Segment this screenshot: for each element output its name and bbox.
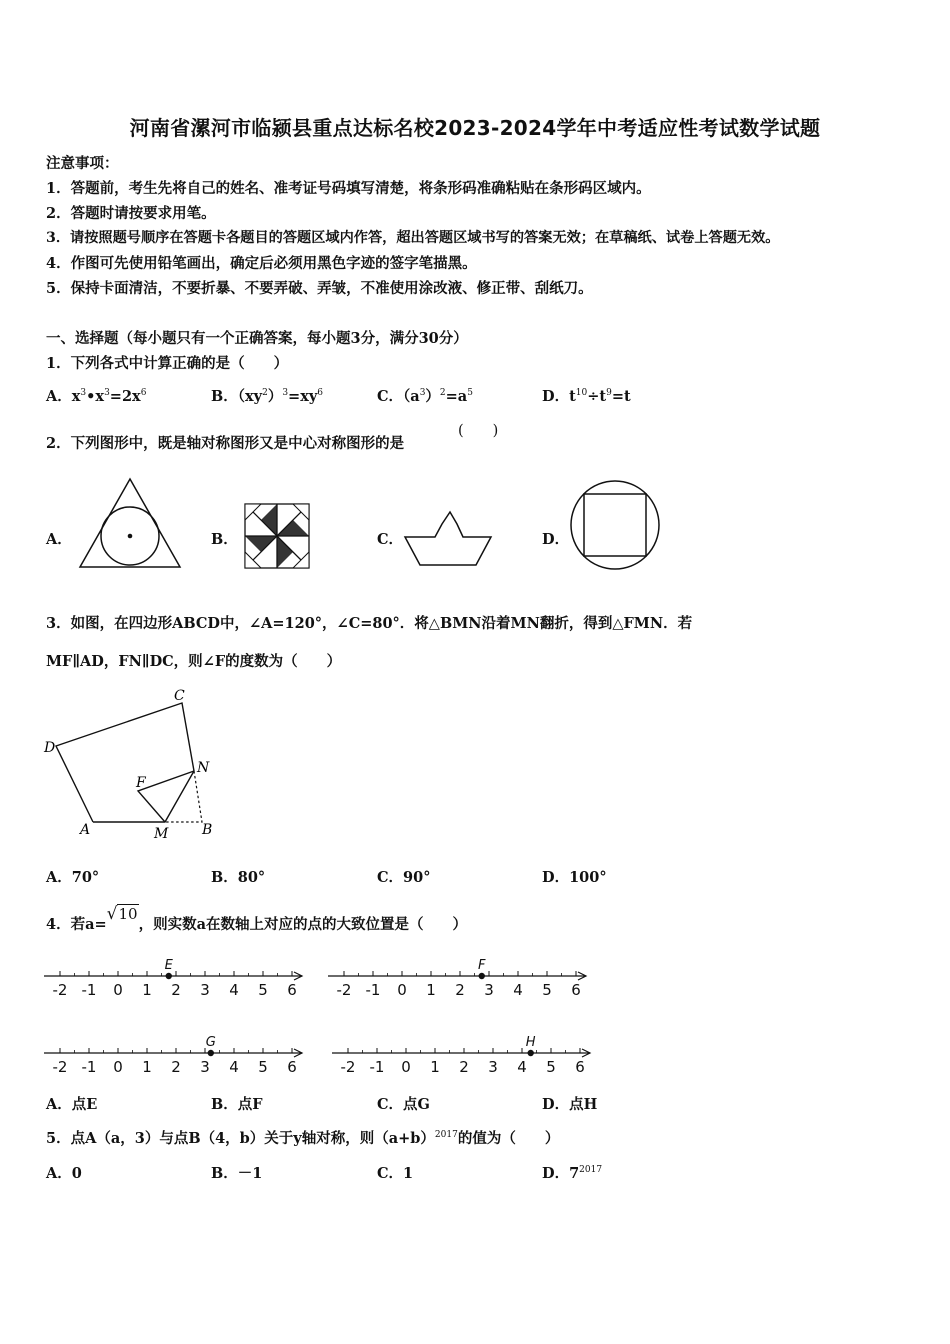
- point-marker: [208, 1050, 214, 1056]
- pinwheel-blade: [261, 504, 277, 536]
- notice-heading: 注意事项：: [46, 155, 119, 172]
- q5-option-d[interactable]: [542, 1162, 602, 1183]
- q1-a-mid: •x: [86, 388, 105, 405]
- q1-option-c[interactable]: [377, 385, 473, 406]
- q1-d-mid: ÷t: [587, 388, 607, 405]
- axis-tick-label: -2: [52, 981, 68, 999]
- number-line-f: [324, 956, 614, 1002]
- axis-tick-label: 5: [258, 1058, 268, 1076]
- q1-c-sup1: 3: [419, 388, 426, 398]
- point-marker: [528, 1050, 534, 1056]
- q4-option-c[interactable]: C．点G: [377, 1096, 430, 1113]
- q1-c-sup3: 5: [467, 388, 473, 398]
- q2-figure-d: [568, 478, 662, 572]
- point-label: F: [478, 958, 486, 973]
- point-label: E: [164, 958, 173, 973]
- q1-b-mid: ）: [267, 388, 283, 405]
- notice-item-3: 3．请按照题号顺序在答题卡各题目的答题区域内作答，超出答题区域书写的答案无效；在草稿纸、试卷上答题无效。: [46, 230, 780, 246]
- q1-b-sup2: 3: [282, 388, 289, 398]
- axis-tick-label: 1: [142, 981, 152, 999]
- axis-tick-label: 1: [142, 1058, 152, 1076]
- axis-tick-label: 2: [171, 1058, 181, 1076]
- point-label: H: [525, 1035, 536, 1050]
- q1-option-b[interactable]: [211, 385, 323, 406]
- q3-figure: [40, 684, 230, 844]
- q1-a-text: A．x: [46, 388, 81, 405]
- q2-option-a-label[interactable]: A．: [46, 531, 72, 548]
- q1-b-sup1: 2: [262, 388, 268, 398]
- number-line-e: [40, 956, 330, 1002]
- axis-tick-label: 0: [397, 981, 407, 999]
- notice-item-4: 4．作图可先使用铅笔画出，确定后必须用黑色字迹的签字笔描黑。: [46, 255, 477, 272]
- q2-figure-b: [240, 500, 314, 572]
- section-heading: 一、选择题（每小题只有一个正确答案，每小题3分，满分30分）: [46, 330, 468, 347]
- axis-tick-label: 2: [455, 981, 465, 999]
- axis-tick-label: 4: [229, 1058, 239, 1076]
- q2-option-b-label[interactable]: B．: [211, 531, 238, 548]
- axis-tick-label: 2: [459, 1058, 469, 1076]
- q5-option-b[interactable]: B．－1: [211, 1165, 263, 1182]
- q5-d-text: D．7: [542, 1165, 580, 1182]
- question-5-stem: [46, 1127, 559, 1148]
- axis-tick-label: -1: [81, 1058, 97, 1076]
- axis-tick-label: 0: [113, 1058, 123, 1076]
- question-3-stem-line2: MF∥AD，FN∥DC，则∠F的度数为（ ）: [46, 653, 342, 670]
- q5-option-a[interactable]: A．0: [46, 1165, 82, 1182]
- q4-option-a[interactable]: A．点E: [46, 1096, 98, 1113]
- q4-stem-pre: 4．若a=: [46, 916, 107, 933]
- axis-tick-label: 1: [426, 981, 436, 999]
- q1-b-text: B．（xy: [211, 388, 263, 405]
- q5-stem-sup: 2017: [434, 1130, 458, 1140]
- triangle-shape: [80, 479, 180, 567]
- pinwheel-blade: [245, 536, 277, 552]
- question-1-stem: 1．下列各式中计算正确的是（ ）: [46, 355, 289, 372]
- question-4-stem: [46, 904, 467, 934]
- axis-tick-label: -2: [336, 981, 352, 999]
- q1-c-text: C．（a: [377, 388, 420, 405]
- axis-tick-label: 3: [488, 1058, 498, 1076]
- label-d: D: [44, 740, 56, 756]
- q2-figure-c: [402, 508, 494, 570]
- q5-d-sup: 2017: [579, 1165, 603, 1175]
- question-3-stem-line1: 3．如图，在四边形ABCD中，∠A=120°，∠C=80°．将△BMN沿着MN翻折，得到△FMN．若: [46, 615, 693, 632]
- label-a: A: [80, 822, 91, 838]
- sqrt-expression: [107, 904, 139, 924]
- axis-tick-label: 5: [258, 981, 268, 999]
- q1-a-sup3: 6: [140, 388, 147, 398]
- q4-option-b[interactable]: B．点F: [211, 1096, 263, 1113]
- notice-item-2: 2．答题时请按要求用笔。: [46, 205, 216, 222]
- q1-b-sup3: 6: [317, 388, 324, 398]
- axis-tick-label: -2: [52, 1058, 68, 1076]
- radicand: 10: [118, 905, 138, 923]
- q1-a-sup1: 3: [80, 388, 87, 398]
- q3-option-c[interactable]: C．90°: [377, 869, 431, 886]
- point-label: G: [205, 1035, 216, 1050]
- axis-tick-label: 2: [171, 981, 181, 999]
- q1-c-post: =a: [445, 388, 468, 405]
- axis-tick-label: -2: [340, 1058, 356, 1076]
- axis-tick-label: 5: [546, 1058, 556, 1076]
- q2-answer-paren: ( ): [458, 423, 499, 439]
- axis-tick-label: 4: [513, 981, 523, 999]
- point-marker: [166, 973, 172, 979]
- label-f: F: [136, 775, 146, 791]
- axis-tick-label: 3: [200, 981, 210, 999]
- q2-option-d-label[interactable]: D．: [542, 531, 570, 548]
- axis-tick-label: 1: [430, 1058, 440, 1076]
- axis-tick-label: 6: [287, 1058, 297, 1076]
- q3-option-b[interactable]: B．80°: [211, 869, 266, 886]
- q5-stem-pre: 5．点A（a，3）与点B（4，b）关于y轴对称，则（a+b）: [46, 1130, 435, 1147]
- boat-shape: [405, 512, 491, 565]
- question-2-stem: 2．下列图形中，既是轴对称图形又是中心对称图形的是: [46, 435, 405, 452]
- q1-b-post: =xy: [288, 388, 318, 405]
- axis-tick-label: 3: [200, 1058, 210, 1076]
- page-title: 河南省漯河市临颍县重点达标名校2023-2024学年中考适应性考试数学试题: [129, 116, 821, 140]
- point-marker: [479, 973, 485, 979]
- q3-option-a[interactable]: A．70°: [46, 869, 100, 886]
- axis-tick-label: 4: [517, 1058, 527, 1076]
- q1-c-mid: ）: [425, 388, 440, 405]
- q1-option-d[interactable]: [542, 385, 631, 406]
- quadrilateral-abcd: [56, 703, 194, 822]
- axis-tick-label: 6: [571, 981, 581, 999]
- label-c: C: [174, 688, 185, 704]
- pinwheel-blade: [277, 536, 293, 568]
- axis-tick-label: -1: [369, 1058, 385, 1076]
- axis-tick-label: 6: [575, 1058, 585, 1076]
- axis-tick-label: 5: [542, 981, 552, 999]
- q1-option-a[interactable]: [46, 385, 146, 406]
- q1-c-sup2: 2: [439, 388, 446, 398]
- axis-tick-label: 3: [484, 981, 494, 999]
- number-line-g: [40, 1033, 330, 1079]
- q2-figure-a: [74, 474, 186, 572]
- inscribed-square: [584, 494, 646, 556]
- q4-option-d[interactable]: D．点H: [542, 1096, 598, 1113]
- axis-tick-label: 0: [401, 1058, 411, 1076]
- q5-stem-post: 的值为（ ）: [457, 1130, 560, 1147]
- notice-item-1: 1．答题前，考生先将自己的姓名、准考证号码填写清楚，将条形码准确粘贴在条形码区域内。: [46, 180, 651, 197]
- axis-tick-label: 4: [229, 981, 239, 999]
- q1-a-sup2: 3: [104, 388, 110, 398]
- q1-d-post: =t: [611, 388, 631, 405]
- circle-center-dot: [128, 534, 133, 539]
- axis-tick-label: 0: [113, 981, 123, 999]
- label-b: B: [202, 822, 213, 838]
- axis-tick-label: -1: [365, 981, 381, 999]
- pinwheel-blade: [277, 520, 309, 536]
- q5-option-c[interactable]: C．1: [377, 1165, 414, 1182]
- q2-option-c-label[interactable]: C．: [377, 531, 404, 548]
- q1-d-sup2: 9: [606, 388, 612, 398]
- q1-a-post: =2x: [109, 388, 141, 405]
- q3-option-d[interactable]: D．100°: [542, 869, 607, 886]
- q1-d-sup1: 10: [575, 388, 588, 398]
- label-m: M: [154, 826, 169, 842]
- q4-stem-post: ，则实数a在数轴上对应的点的大致位置是（ ）: [138, 916, 467, 933]
- folded-triangle-fmn: [138, 771, 194, 822]
- axis-tick-label: 6: [287, 981, 297, 999]
- axis-tick-label: -1: [81, 981, 97, 999]
- number-line-h: [328, 1033, 618, 1079]
- radical-sign: √: [106, 904, 118, 924]
- label-n: N: [197, 760, 210, 776]
- notice-item-5: 5．保持卡面清洁，不要折暴、不要弄破、弄皱，不准使用涂改液、修正带、刮纸刀。: [46, 280, 593, 297]
- q1-d-text: D．t: [542, 388, 576, 405]
